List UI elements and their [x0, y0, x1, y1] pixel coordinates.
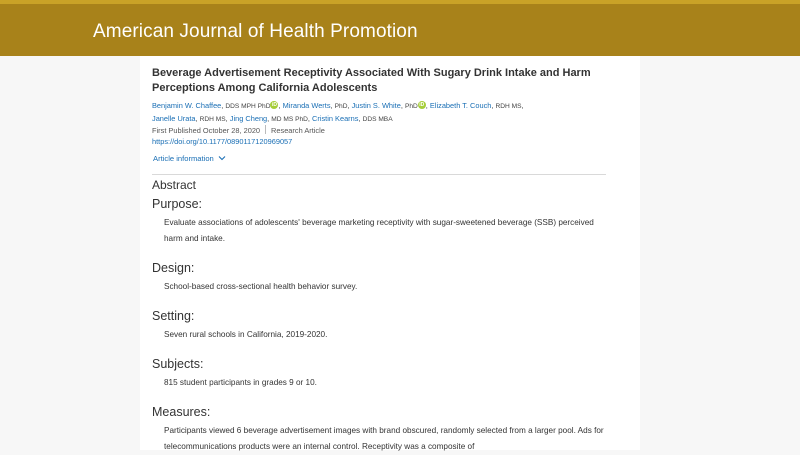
- author-credentials: PhD: [334, 103, 348, 110]
- author-link[interactable]: Elizabeth T. Couch: [429, 101, 492, 110]
- author-credentials: DDS MBA: [362, 116, 393, 123]
- section-heading-design: Design:: [152, 261, 195, 275]
- first-published-date: First Published October 28, 2020: [152, 126, 261, 135]
- orcid-icon[interactable]: iD: [271, 102, 277, 108]
- author-credentials: RDH MS: [199, 116, 226, 123]
- article-type: Research Article: [271, 126, 325, 135]
- author-link[interactable]: Justin S. White: [351, 101, 401, 110]
- author-link[interactable]: Benjamin W. Chaffee: [152, 101, 222, 110]
- author-link[interactable]: Miranda Werts: [282, 101, 331, 110]
- journal-header-bar: [0, 0, 800, 56]
- article-title: Beverage Advertisement Receptivity Associated With Sugary Drink Intake and Harm Perceptions Among California Adolescents: [152, 67, 591, 94]
- author-link[interactable]: Jing Cheng: [229, 114, 268, 123]
- divider: [152, 174, 606, 175]
- journal-name[interactable]: American Journal of Health Promotion: [93, 21, 418, 42]
- article-information-toggle[interactable]: [153, 154, 226, 163]
- chevron-down-icon: [218, 155, 226, 161]
- author-credentials: PhD: [404, 103, 418, 110]
- section-text-setting: Seven rural schools in California, 2019-2020.: [164, 330, 328, 339]
- author-link[interactable]: Cristin Kearns: [312, 114, 359, 123]
- doi-link[interactable]: https://doi.org/10.1177/0890117120969057: [152, 137, 293, 146]
- author-list: Benjamin W. Chaffee, DDS MPH PhD iD , Miranda Werts, PhD, Justin S. White, PhD iD , Elizabeth T. Couch, RDH MS, Janelle Urata, RDH MS, Jing Cheng, MD MS PhD, Cristin Kearns, DDS MBA: [152, 101, 524, 123]
- section-text-design: School-based cross-sectional health behavior survey.: [164, 282, 358, 291]
- section-heading-subjects: Subjects:: [152, 357, 204, 371]
- section-heading-measures: Measures:: [152, 405, 211, 419]
- author-credentials: DDS MPH PhD: [225, 103, 271, 110]
- author-link[interactable]: Janelle Urata: [152, 114, 196, 123]
- separator: [265, 125, 266, 134]
- section-text-subjects: 815 student participants in grades 9 or 10.: [164, 378, 317, 387]
- section-heading-purpose: Purpose:: [152, 197, 203, 211]
- publication-info: [152, 125, 325, 135]
- author-credentials: RDH MS: [495, 103, 522, 110]
- article-information-label: Article information: [153, 154, 214, 163]
- orcid-icon[interactable]: iD: [419, 102, 425, 108]
- abstract-heading: Abstract: [152, 178, 197, 192]
- section-heading-setting: Setting:: [152, 309, 195, 323]
- section-text-purpose: Evaluate associations of adolescents' beverage marketing receptivity with sugar-sweetened beverage (SSB) perceived harm and intake.: [164, 218, 594, 243]
- section-text-measures: Participants viewed 6 beverage advertisement images with brand obscured, randomly selected from a larger pool. Ads for telecommunications products were an internal control. Receptivity was a composite of: [164, 426, 604, 451]
- author-credentials: MD MS PhD: [271, 116, 308, 123]
